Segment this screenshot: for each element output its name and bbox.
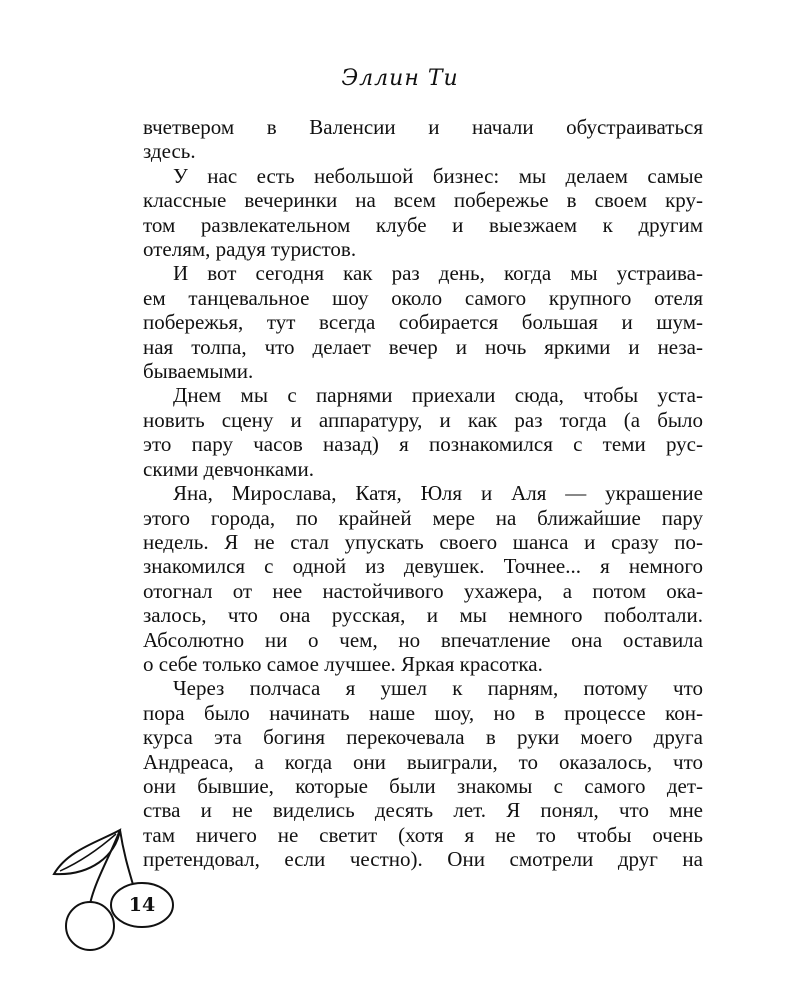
text-line: классные вечеринки на всем побережье в своем кру- xyxy=(143,188,703,213)
text-line: побережья, тут всегда собирается большая и шум- xyxy=(143,310,703,335)
text-line: Через полчаса я ушел к парням, потому что xyxy=(173,676,703,701)
text-line: вчетвером в Валенсии и начали обустраиваться xyxy=(143,115,703,139)
text-line: ем танцевальное шоу около самого крупного отеля xyxy=(143,285,703,310)
text-line: Днем мы с парнями приехали сюда, чтобы уста- xyxy=(173,383,703,408)
text-line: залось, что она русская, и мы немного поболтали. xyxy=(143,603,703,628)
text-line: они бывшие, которые были знакомы с самого дет- xyxy=(143,773,703,798)
text-line: о себе только самое лучшее. Яркая красотка. xyxy=(143,651,543,676)
text-line: Андреаса, а когда они выиграли, то оказалось, что xyxy=(143,749,703,774)
text-line: И вот сегодня как раз день, когда мы устраива- xyxy=(173,261,703,286)
text-line: бываемыми. xyxy=(143,359,254,384)
text-line: недель. Я не стал упускать своего шанса и сразу по- xyxy=(143,529,703,554)
text-line: этого города, по крайней мере на ближайшие пару xyxy=(143,505,703,530)
running-head: Эллин Ти xyxy=(341,66,459,91)
text-line: здесь. xyxy=(143,139,196,164)
text-line: знакомился с одной из девушек. Точнее... я немного xyxy=(143,554,703,579)
text-line: пора было начинать наше шоу, но в процессе кон- xyxy=(143,700,703,725)
text-line: это пару часов назад) я познакомился с теми рус- xyxy=(143,432,703,457)
text-line: том развлекательном клубе и выезжаем к другим xyxy=(143,212,703,237)
text-line: Яна, Мирослава, Катя, Юля и Аля — украшение xyxy=(173,481,703,506)
text-line: новить сцену и аппаратуру, и как раз тогда (а было xyxy=(143,407,703,432)
text-line: там ничего не светит (хотя я не то чтобы очень xyxy=(143,822,703,847)
text-line: У нас есть небольшой бизнес: мы делаем самые xyxy=(173,163,703,188)
text-line: скими девчонками. xyxy=(143,456,314,481)
text-line: ства и не виделись десять лет. Я понял, что мне xyxy=(143,798,703,823)
text-line: отелям, радуя туристов. xyxy=(143,237,357,262)
body-text xyxy=(143,115,703,872)
text-line: Абсолютно ни о чем, но впечатление она оставила xyxy=(143,627,703,652)
text-line: претендовал, если честно). Они смотрели друг на xyxy=(143,847,703,872)
text-line: курса эта богиня перекочевала в руки моего друга xyxy=(143,725,703,750)
text-line: ная толпа, что делает вечер и ночь яркими и неза- xyxy=(143,334,703,359)
page-number: 14 xyxy=(128,894,156,916)
text-line: отогнал от нее настойчивого ухажера, а потом ока- xyxy=(143,578,703,603)
